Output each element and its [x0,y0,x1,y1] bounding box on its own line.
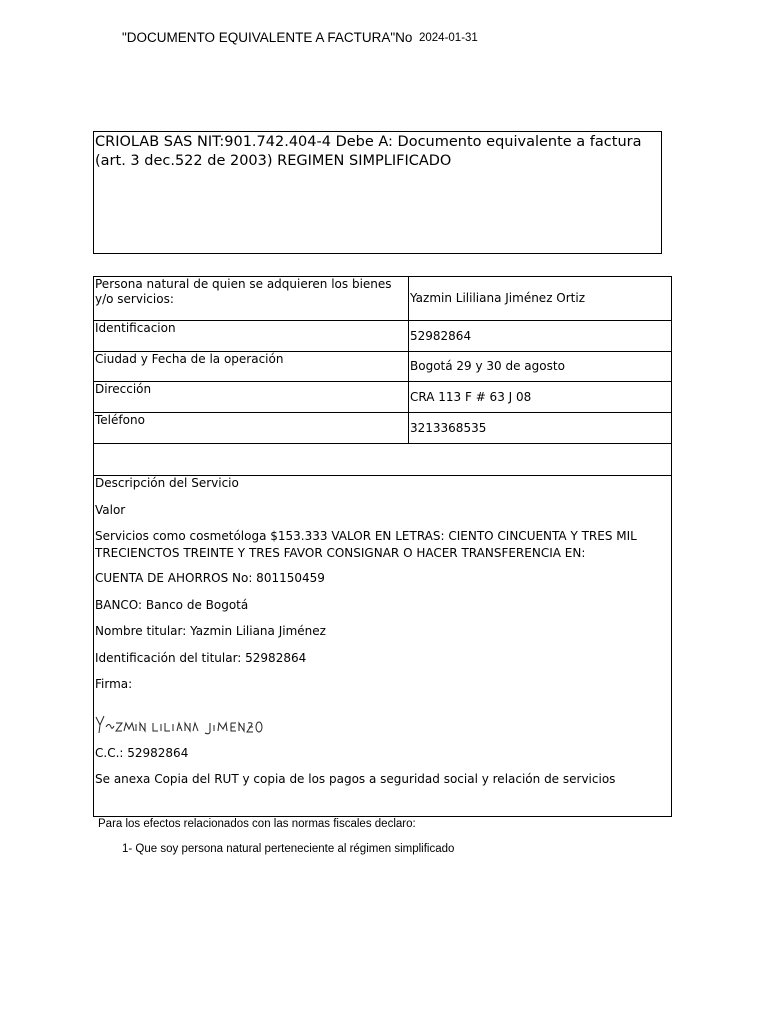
issuer-box [93,131,662,254]
table-row [94,277,672,321]
table-row [94,382,672,413]
document-date: 2024-01-31 [419,32,478,44]
table-row [94,413,672,444]
footer-item-1: 1- Que soy persona natural perteneciente al régimen simplificado [122,843,455,855]
cc-line: C.C.: 52982864 [95,745,189,760]
row-value: CRA 113 F # 63 J 08 [409,382,672,413]
signature-image [95,711,275,741]
table-row [94,321,672,352]
signature-label: Firma: [95,677,133,691]
issuer-line-2: (art. 3 dec.522 de 2003) REGIMEN SIMPLIFICADO [95,153,452,169]
footer-declaration: Para los efectos relacionados con las normas fiscales declaro: [98,818,416,830]
table-row-empty [94,444,672,476]
holder-line: Nombre titular: Yazmin Liliana Jiménez [95,624,326,638]
info-table [93,276,672,476]
document-title: "DOCUMENTO EQUIVALENTE A FACTURA"No [122,30,413,45]
annex-line: Se anexa Copia del RUT y copia de los pagos a seguridad social y relación de servicios [95,772,616,786]
row-label: Dirección [94,382,409,413]
holder-id-line: Identificación del titular: 52982864 [95,650,307,665]
row-label: Persona natural de quien se adquieren los bienes y/o servicios: [94,277,409,321]
account-line: CUENTA DE AHORROS No: 801150459 [95,571,325,585]
bank-line: BANCO: Banco de Bogotá [95,597,249,612]
issuer-line-1: CRIOLAB SAS NIT:901.742.404-4 Debe A: Documento equivalente a factura [95,134,642,150]
row-value: Yazmin Lililiana Jiménez Ortiz [409,277,672,321]
table-row [94,352,672,382]
description-heading: Descripción del Servicio [95,476,239,490]
empty-cell [94,444,672,476]
row-value: 52982864 [409,321,672,352]
row-value: Bogotá 29 y 30 de agosto [409,352,672,382]
row-value: 3213368535 [409,413,672,444]
row-label: Ciudad y Fecha de la operación [94,352,409,382]
signature [95,693,670,735]
row-label: Identificacion [94,321,409,352]
row-label: Teléfono [94,413,409,444]
valor-label: Valor [95,502,126,517]
service-line: Servicios como cosmetóloga $153.333 VALOR EN LETRAS: CIENTO CINCUENTA Y TRES MIL TRECIENCTOS TREINTE Y TRES FAVOR CONSIGNAR O HACER TRANSFERENCIA EN: [95,529,637,560]
description-box [93,475,672,817]
